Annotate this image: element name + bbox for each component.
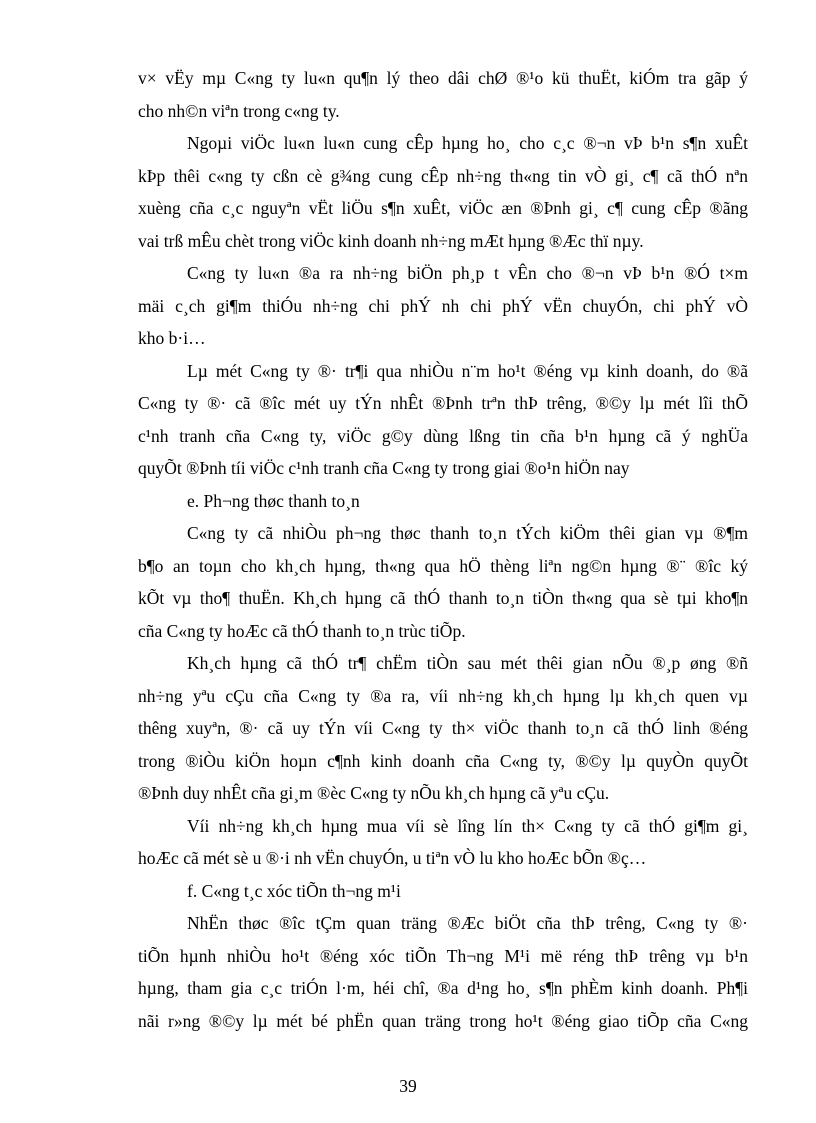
- text-line: kÕt vµ tho¶ thuËn. Kh¸ch hµng cã thÓ thanh to¸n tiÒn th«ng qua sè tµi kho¶n: [138, 588, 748, 608]
- page-number: 39: [399, 1076, 417, 1096]
- text-line: Kh¸ch hµng cã thÓ tr¶ chËm tiÒn sau mét thêi gian nÕu ®¸p øng ®ñ: [187, 653, 748, 673]
- text-line: hµng, tham gia c¸c triÓn l·m, héi chî, ®a d¹ng ho¸ s¶n phÈm kinh doanh. Ph¶i: [138, 978, 748, 998]
- text-line: v× vËy mµ C«ng ty lu«n qu¶n lý theo dâi chØ ®¹o kü thuËt, kiÓm tra gãp ý: [138, 68, 748, 88]
- text-line: C«ng ty ®· cã ®îc mét uy tÝn nhÊt ®Þnh trªn thÞ trêng, ®©y lµ mét lîi thÕ: [138, 393, 748, 413]
- text-line: b¶o an toµn cho kh¸ch hµng, th«ng qua hÖ thèng liªn ng©n hµng ®¨ ®îc ký: [138, 555, 748, 576]
- body-text: [138, 62, 748, 1037]
- text-line: kÞp thêi c«ng ty cßn cè g¾ng cung cÊp nh÷ng th«ng tin vÒ gi¸ c¶ cã thÓ nªn: [138, 165, 748, 186]
- text-line: thêng xuyªn, ®· cã uy tÝn víi C«ng ty th× viÖc thanh to¸n cã thÓ linh ®éng: [138, 718, 748, 738]
- text-line: xuèng cña c¸c nguyªn vËt liÖu s¶n xuÊt, viÖc æn ®Þnh gi¸ c¶ cung cÊp ®ãng: [138, 198, 748, 218]
- text-line: nh÷ng yªu cÇu cña C«ng ty ®a ra, víi nh÷ng kh¸ch hµng lµ kh¸ch quen vµ: [138, 685, 748, 706]
- text-line: tiÕn hµnh nhiÒu ho¹t ®éng xóc tiÕn Th¬ng M¹i më réng thÞ trêng vµ b¹n: [138, 945, 748, 966]
- text-line: Ngoµi viÖc lu«n lu«n cung cÊp hµng ho¸ cho c¸c ®¬n vÞ b¹n s¶n xuÊt: [187, 133, 748, 153]
- text-line: ®Þnh duy nhÊt cña gi¸m ®èc C«ng ty nÕu kh¸ch hµng cã yªu cÇu.: [138, 783, 610, 803]
- section-heading: f. C«ng t¸c xóc tiÕn th¬ng m¹i: [187, 880, 401, 901]
- text-line: hoÆc cã mét sè u ®·i nh vËn chuyÓn, u tiªn vÒ lu kho hoÆc bÕn ®ç…: [138, 848, 647, 868]
- text-line: C«ng ty cã nhiÒu ph¬ng thøc thanh to¸n tÝch kiÖm thêi gian vµ ®¶m: [187, 523, 748, 543]
- text-line: c¹nh tranh cña C«ng ty, viÖc g©y dùng lßng tin cña b¹n hµng cã ý nghÜa: [138, 425, 748, 446]
- section-heading: e. Ph¬ng thøc thanh to¸n: [187, 490, 360, 511]
- text-line: C«ng ty lu«n ®a ra nh÷ng biÖn ph¸p t vÊn cho ®¬n vÞ b¹n ®Ó t×m: [187, 263, 748, 283]
- text-line: Víi nh÷ng kh¸ch hµng mua víi sè lîng lín th× C«ng ty cã thÓ gi¶m gi¸: [187, 815, 748, 836]
- text-line: quyÕt ®Þnh tíi viÖc c¹nh tranh cña C«ng ty trong giai ®o¹n hiÖn nay: [138, 458, 630, 478]
- text-line: nãi r»ng ®©y lµ mét bé phËn quan träng trong ho¹t ®éng giao tiÕp cña C«ng: [138, 1010, 748, 1031]
- text-line: Lµ mét C«ng ty ®· tr¶i qua nhiÒu n¨m ho¹t ®éng vµ kinh doanh, do ®ã: [187, 360, 748, 381]
- text-line: cña C«ng ty hoÆc cã thÓ thanh to¸n trùc tiÕp.: [138, 620, 466, 641]
- text-line: vai trß mÊu chèt trong viÖc kinh doanh nh÷ng mÆt hµng ®Æc thï nµy.: [138, 230, 644, 251]
- text-line: cho nh©n viªn trong c«ng ty.: [138, 100, 340, 121]
- text-line: trong ®iÒu kiÖn hoµn c¶nh kinh doanh cña C«ng ty, ®©y lµ quyÒn quyÕt: [138, 750, 748, 771]
- text-line: kho b·i…: [138, 328, 206, 348]
- text-line: NhËn thøc ®îc tÇm quan träng ®Æc biÖt cña thÞ trêng, C«ng ty ®·: [187, 913, 748, 933]
- text-line: mäi c¸ch gi¶m thiÓu nh÷ng chi phÝ nh chi phÝ vËn chuyÓn, chi phÝ vÒ: [138, 295, 748, 316]
